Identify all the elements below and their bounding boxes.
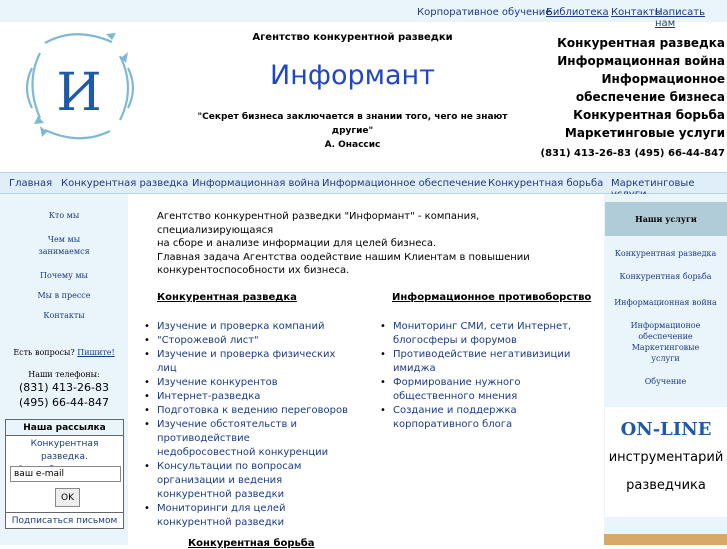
email-field[interactable]	[10, 466, 121, 482]
brand-title: Информант	[270, 60, 435, 91]
main-nav	[0, 172, 727, 194]
instr-line-1: инструментарий	[608, 450, 724, 465]
list-item[interactable]: • Противодействие негативизиции имиджа	[380, 348, 595, 376]
newsletter-line-1: Конкурентная разведка.	[30, 439, 99, 462]
quote-author: А. Онассис	[324, 140, 381, 150]
quote	[180, 110, 525, 152]
list-competitive	[144, 320, 349, 530]
list-item[interactable]: • Консультации по вопросам организации и ведения конкурентной разведки	[144, 460, 349, 502]
list-item[interactable]: • Изучение обстоятельств и противодействие недобросовестной конкуренции	[144, 418, 349, 460]
header-service: Маркетинговые услуги	[564, 126, 725, 140]
service-link-2[interactable]: услуги	[651, 354, 680, 363]
sidebar-item-who[interactable]: Кто мы	[48, 211, 80, 220]
header-service: Конкурентная борьба	[573, 108, 725, 122]
intro-line: на сборе и анализе информации для целей бизнеса.	[157, 238, 437, 249]
service-link[interactable]: Конкурентная разведка	[614, 249, 717, 258]
write-link[interactable]: Пишите!	[77, 348, 115, 357]
online-label: ON-LINE	[620, 419, 712, 440]
section-title-info-counter[interactable]: Информационное противоборство	[392, 292, 592, 303]
main-content	[128, 194, 604, 549]
list-item[interactable]: • Формирование нужного общественного мнения	[380, 376, 595, 404]
nav-competition[interactable]: Конкурентная борьба	[488, 178, 604, 189]
intro-text	[157, 210, 587, 278]
ok-button[interactable]: OK	[55, 488, 80, 507]
question-label: Есть вопросы?	[13, 348, 75, 357]
newsletter-title: Наша рассылка	[6, 420, 123, 436]
header-service: Информационное	[601, 72, 725, 86]
header-phones: (831) 413-26-83 (495) 66-44-847	[540, 148, 725, 159]
link-write-us[interactable]: Написать нам	[655, 7, 706, 29]
nav-home[interactable]: Главная	[9, 178, 53, 189]
logo-icon[interactable]	[20, 28, 138, 146]
list-item[interactable]: • Мониторинги для целей конкурентной разведки	[144, 502, 349, 530]
intro-line: Главная задача Агентства оодействие нашим Клиентам в повышении	[157, 251, 530, 263]
online-tools-banner[interactable]	[605, 407, 727, 517]
sidebar-item-what[interactable]: Чем мы	[47, 235, 81, 244]
list-item[interactable]: • Изучение и проверка физических лиц	[144, 348, 349, 376]
logo-letter: И	[56, 63, 102, 123]
bottom-banner[interactable]	[604, 534, 727, 545]
agency-label: Агентство конкурентной разведки	[252, 32, 453, 43]
newsletter-box	[5, 419, 124, 529]
instr-line-2: разведчика	[626, 478, 706, 493]
link-corporate-training[interactable]: Корпоративное обучение	[417, 7, 552, 18]
left-sidebar	[0, 194, 128, 545]
question-line	[0, 348, 128, 357]
intro-line: конкурентоспособности их бизнеса.	[157, 265, 350, 276]
list-item[interactable]: • Изучение конкурентов	[144, 376, 349, 390]
sidebar-item-press[interactable]: Мы в прессе	[37, 291, 91, 300]
quote-text: "Секрет бизнеса заключается в знании того, чего не знают другие"	[197, 112, 508, 136]
header-service: Информационная война	[557, 54, 725, 68]
section-title-competition[interactable]: Конкурентная борьба	[188, 538, 315, 549]
header	[0, 22, 727, 172]
subscribe-link[interactable]: Подписаться письмом	[6, 512, 123, 528]
link-contacts[interactable]: Контакты	[611, 7, 663, 18]
service-link[interactable]: Конкурентная борьба	[619, 272, 712, 281]
nav-competitive-intel[interactable]: Конкурентная разведка	[61, 178, 189, 189]
list-item[interactable]: • Изучение и проверка компаний	[144, 320, 349, 334]
list-item[interactable]: • Интернет-разведка	[144, 390, 349, 404]
services-title: Наши услуги	[605, 202, 727, 236]
right-sidebar	[604, 194, 727, 545]
nav-info-war[interactable]: Информационная война	[192, 178, 320, 189]
top-bar	[0, 0, 727, 29]
list-item[interactable]: • Создание и поддержка корпоративного блога	[380, 404, 595, 432]
link-library[interactable]: Библиотека	[546, 7, 609, 18]
service-link[interactable]: Информационная война	[614, 298, 717, 307]
list-item[interactable]: • Подготовка к ведению переговоров	[144, 404, 349, 418]
service-link[interactable]: Маркетинговые	[631, 343, 700, 352]
header-service: Конкурентная разведка	[557, 36, 725, 50]
phone-2: (495) 66-44-847	[18, 396, 109, 409]
header-service: обеспечение бизнеса	[575, 90, 725, 104]
nav-marketing[interactable]: Маркетинговые	[611, 178, 695, 189]
list-item[interactable]: • Мониторинг СМИ, сети Интернет, блогосферы и форумов	[380, 320, 595, 348]
service-link[interactable]: Обучение	[644, 377, 687, 386]
nav-info-support[interactable]: Информационное обеспечение	[322, 178, 487, 189]
sidebar-item-why[interactable]: Почему мы	[40, 271, 88, 280]
phone-1: (831) 413-26-83	[18, 381, 109, 394]
list-info-counter	[380, 320, 595, 432]
sidebar-item-contacts[interactable]: Контакты	[43, 311, 85, 320]
list-item[interactable]: • "Сторожевой лист"	[144, 334, 349, 348]
intro-line: Агентство конкурентной разведки "Информант" - компания, специализирующаяся	[157, 211, 480, 236]
header-services	[505, 34, 725, 142]
section-title-competitive[interactable]: Конкурентная разведка	[157, 292, 297, 303]
service-link[interactable]: Информационое обеспечение	[630, 321, 701, 341]
sidebar-item-what-2[interactable]: занимаемся	[38, 247, 90, 256]
phones-label: Наши телефоны:	[28, 370, 100, 379]
